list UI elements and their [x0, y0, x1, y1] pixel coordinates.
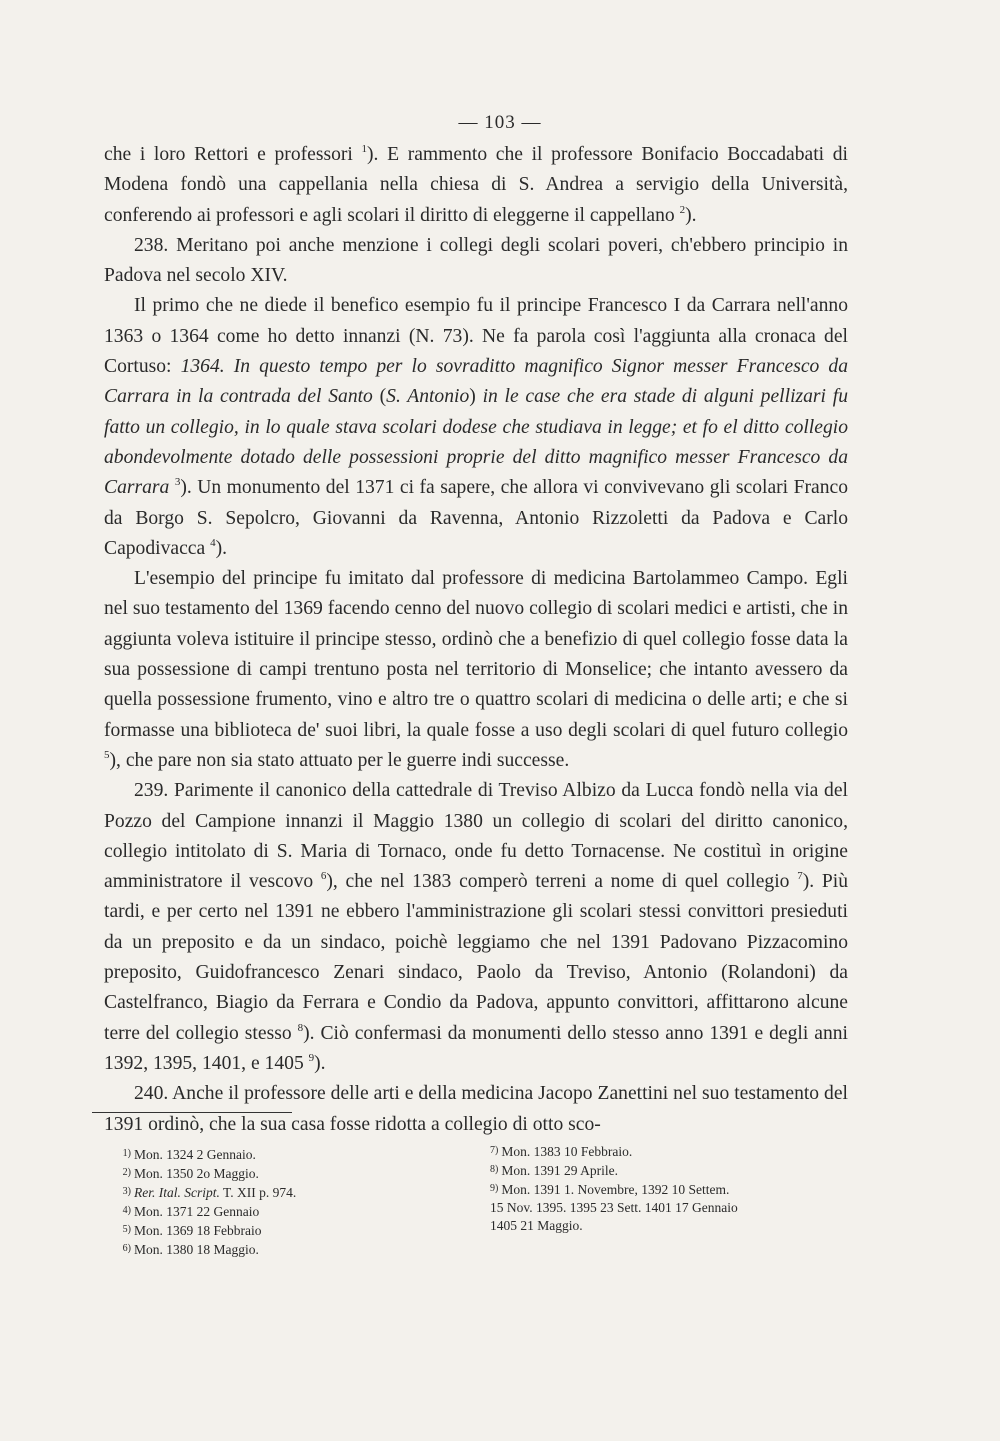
footnote-number: 3): [122, 1186, 131, 1197]
main-text: [104, 140, 848, 1140]
text-run: ). Più tardi, e per certo nel 1391 ne ebbero l'amministrazione gli scolari stessi convittori presieduti da un preposito e da un sindaco, poichè leggiamo che nel 1391 Padovano Pizzacomino preposito, Guidofrancesco Zenari sindaco, Paolo da Treviso, Antonio (Rolandoni) da Castelfranco, Biagio da Ferrara e Condio da Padova, appunto convittori, affittarono alcune terre del collegio stesso: [104, 871, 848, 1044]
footnote: [490, 1142, 852, 1161]
text-run: ). Un monumento del 1371 ci fa sapere, che allora vi convivevano gli scolari Franco da Borgo S. Sepolcro, Giovanni da Ravenna, Antonio Rizzoletti da Padova e Carlo Capodivacca: [104, 477, 848, 559]
italic-quote: S. Antonio: [386, 386, 470, 408]
footnote: [122, 1240, 464, 1259]
text-run: L'esempio del principe fu imitato dal professore di medicina Bartolammeo Campo. Egli nel suo testamento del 1369 facendo cenno del nuovo collegio di scolari medici e artisti, che in aggiunta voleva istituire il principe stesso, ordinò che a benefizio di quel collegio fosse data la sua possessione di campi trentuno posta nel territorio di Monselice; che intanto avessero da quella possessione frumento, vino e altro tre o quattro scolari di medicina o delle arti; e che si formasse una biblioteca de' suoi libri, la quale fosse a uso degli scolari di quel futuro collegio: [104, 568, 848, 741]
footnote-ref: 8: [297, 1021, 304, 1034]
footnote-text: Mon. 1391 29 Aprile.: [501, 1163, 618, 1178]
paragraph: [104, 564, 848, 776]
footnote-number: 4): [122, 1205, 131, 1216]
paragraph: [104, 291, 848, 564]
footnote-text: Mon. 1371 22 Gennaio: [134, 1204, 260, 1219]
footnote: [490, 1199, 852, 1217]
footnote-number: 8): [490, 1164, 499, 1175]
footnote-text: Mon. 1391 1. Novembre, 1392 10 Settem.: [501, 1182, 730, 1197]
footnote-ref: 3: [174, 476, 181, 489]
footnote-ref: 6: [320, 870, 327, 883]
footnote: [490, 1161, 852, 1180]
italic-quote: 1364. In questo tempo per lo sovraditto magnifico Signor messer Francesco da Carrara in la contrada del Santo: [104, 356, 848, 408]
footnote-number: 5): [122, 1224, 131, 1235]
footnote-ref: 5: [104, 748, 110, 761]
footnote-text: 15 Nov. 1395. 1395 23 Sett. 1401 17 Gennaio: [490, 1200, 738, 1215]
paragraph: [104, 231, 848, 292]
text-run: ). Ciò confermasi da monumenti dello stesso anno 1391 e degli anni 1392, 1395, 1401, e 1405: [104, 1022, 848, 1074]
paragraph: [104, 140, 848, 231]
footnote-ref: 1: [361, 143, 368, 155]
text-run: ).: [215, 537, 228, 559]
footnote: [122, 1221, 464, 1240]
footnote-number: 9): [490, 1183, 499, 1194]
italic-quote: in le case che era stade di alguni pellizari fu fatto un collegio, in lo quale stava scolari dodese che studiava in legge; et fo el ditto collegio abondevolmente dotado delle possessioni proprie del ditto magnifico messer Francesco da Carrara: [104, 386, 848, 499]
footnote-ref: 4: [210, 536, 216, 549]
page-number: — 103 —: [458, 112, 542, 133]
footnote-number: 7): [490, 1145, 499, 1156]
footnote: [490, 1180, 852, 1199]
footnote-divider: [92, 1112, 292, 1113]
footnote-text: Mon. 1383 10 Febbraio.: [501, 1144, 633, 1159]
text-run: ): [469, 386, 483, 408]
text-run: ). E rammento che il professore Bonifacio Boccadabati di Modena fondò una cappellania nella chiesa di S. Andrea a servigio della Università, conferendo ai professori e agli scolari il diritto di eleggerne il cappellano: [104, 144, 848, 226]
footnote-text: Mon. 1324 2 Gennaio.: [134, 1147, 256, 1162]
text-run: 240. Anche il professore delle arti e della medicina Jacopo Zanettini nel suo testamento del 1391 ordinò, che la sua casa fosse ridotta a collegio di otto sco-: [104, 1083, 848, 1135]
footnote-text: 1405 21 Maggio.: [490, 1218, 583, 1233]
footnote-text: Mon. 1350 2o Maggio.: [134, 1166, 259, 1181]
footnote: [122, 1183, 464, 1202]
footnote-number: 2): [122, 1167, 131, 1178]
text-run: Il primo che ne diede il benefico esempio fu il principe Francesco I da Carrara nell'anno 1363 o 1364 come ho detto innanzi (N. 73). Ne fa parola così l'aggiunta alla cronaca del Cortuso:: [104, 295, 848, 378]
text-run: 238. Meritano poi anche menzione i collegi degli scolari poveri, ch'ebbero principio in Padova nel secolo XIV.: [104, 234, 848, 287]
footnote: [122, 1164, 464, 1183]
footnote-ref: 2: [679, 203, 686, 216]
paragraph: [104, 1079, 848, 1140]
footnotes-right-column: [490, 1142, 852, 1235]
text-run: che i loro Rettori e professori: [104, 144, 362, 165]
text-run: (: [372, 386, 387, 408]
footnote: [122, 1202, 464, 1221]
footnote: [490, 1217, 852, 1235]
footnotes-left-column: [122, 1145, 464, 1259]
text-run: ).: [685, 204, 697, 226]
paragraph: [104, 776, 848, 1079]
footnote-text: T. XII p. 974.: [219, 1185, 297, 1200]
footnote-text: Mon. 1380 18 Maggio.: [134, 1242, 259, 1257]
footnote-ref: 9: [308, 1051, 315, 1064]
text-run: ), che pare non sia stato attuato per le guerre indi successe.: [109, 749, 570, 771]
footnote-number: 1): [122, 1148, 131, 1159]
text-run: 239. Parimente il canonico della cattedrale di Treviso Albizo da Lucca fondò nella via del Pozzo del Campione innanzi il Maggio 1380 un collegio di scolari del diritto canonico, collegio intitolato di S. Maria di Tornaco, onde fu detto Tornacense. Ne costituì in origine amministratore il vescovo: [104, 780, 848, 893]
text-run: ).: [314, 1052, 326, 1074]
footnote-italic: Rer. Ital. Script.: [134, 1185, 220, 1200]
footnote: [122, 1145, 464, 1164]
footnote-text: Mon. 1369 18 Febbraio: [134, 1223, 262, 1238]
footnote-number: 6): [122, 1243, 131, 1254]
footnote-ref: 7: [797, 870, 803, 883]
text-run: ), che nel 1383 comperò terreni a nome di quel collegio: [326, 871, 798, 893]
